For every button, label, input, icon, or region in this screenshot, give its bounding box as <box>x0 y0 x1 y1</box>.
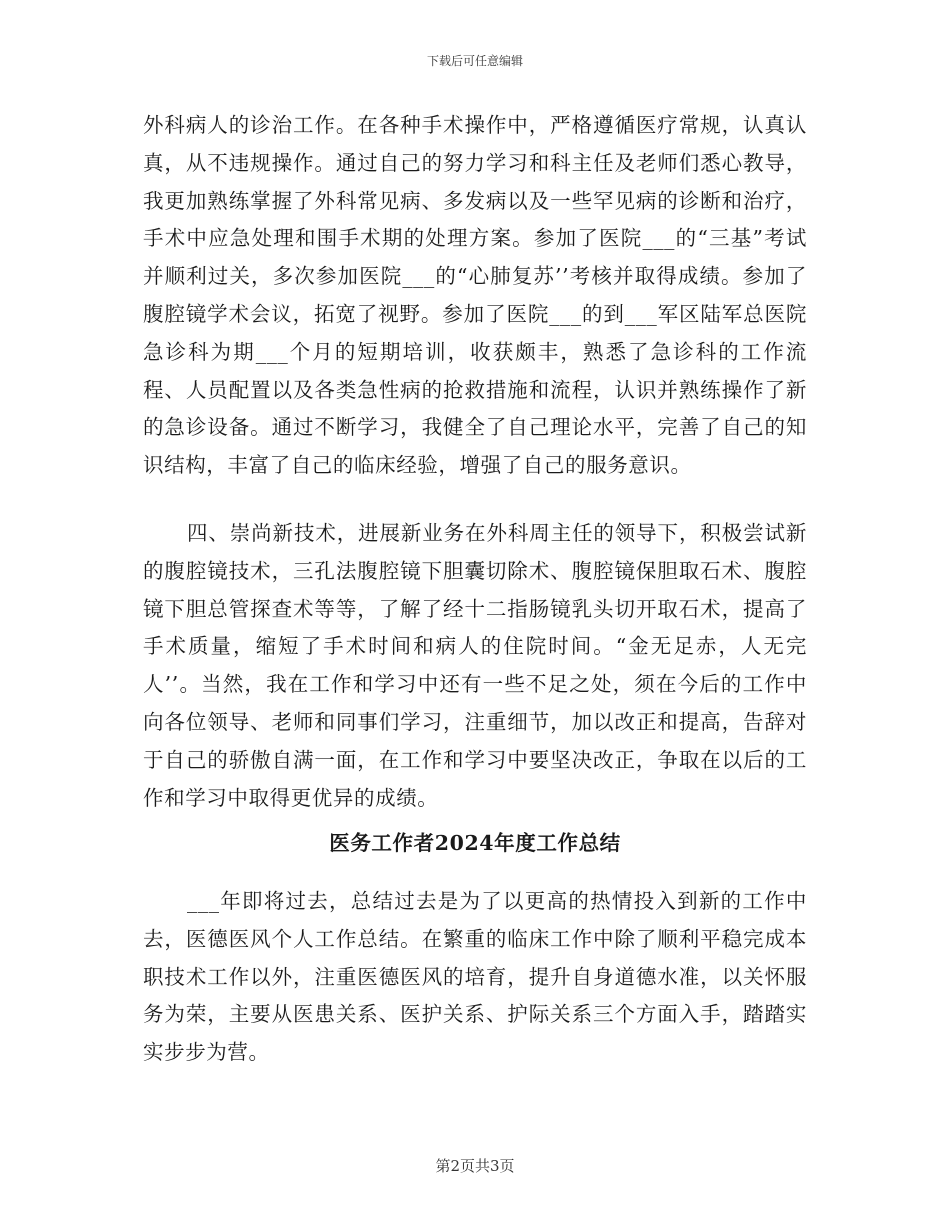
paragraph-1: 外科病人的诊治工作。在各种手术操作中，严格遵循医疗常规，认真认真，从不违规操作。通过自己的努力学习和科主任及老师们悉心教导，我更加熟练掌握了外科常见病、多发病以及一些罕见病的诊断和治疗，手术中应急处理和围手术期的处理方案。参加了医院___的“三基”考试并顺利过关，多次参加医院___的“心肺复苏’’考核并取得成绩。参加了腹腔镜学术会议，拓宽了视野。参加了医院___的到___军区陆军总医院急诊科为期___个月的短期培训，收获颇丰，熟悉了急诊科的工作流程、人员配置以及各类急性病的抢救措施和流程，认识并熟练操作了新的急诊设备。通过不断学习，我健全了自己理论水平，完善了自己的知识结构，丰富了自己的临床经验，增强了自己的服务意识。 <box>143 113 807 478</box>
page-number: 第2页共3页 <box>435 1157 515 1175</box>
page-header: 下载后可任意编辑 <box>426 54 523 68</box>
paragraph-3: ___年即将过去，总结过去是为了以更高的热情投入到新的工作中去，医德医风个人工作总结。在繁重的临床工作中除了顺利平稳完成本职技术工作以外，注重医德医风的培育，提升自身道德水准，以关怀服务为荣，主要从医患关系、医护关系、护际关系三个方面入手，踏踏实实步步为营。 <box>143 889 807 1065</box>
section-title: 医务工作者2024年度工作总结 <box>329 831 621 855</box>
paragraph-2: 四、崇尚新技术，进展新业务在外科周主任的领导下，积极尝试新的腹腔镜技术，三孔法腹腔镜下胆囊切除术、腹腔镜保胆取石术、腹腔镜下胆总管探查术等等，了解了经十二指肠镜乳头切开取石术，提高了手术质量，缩短了手术时间和病人的住院时间。“金无足赤，人无完人’’。当然，我在工作和学习中还有一些不足之处，须在今后的工作中向各位领导、老师和同事们学习，注重细节，加以改正和提高，告辞对于自己的骄傲自满一面，在工作和学习中要坚决改正，争取在以后的工作和学习中取得更优异的成绩。 <box>143 521 807 810</box>
